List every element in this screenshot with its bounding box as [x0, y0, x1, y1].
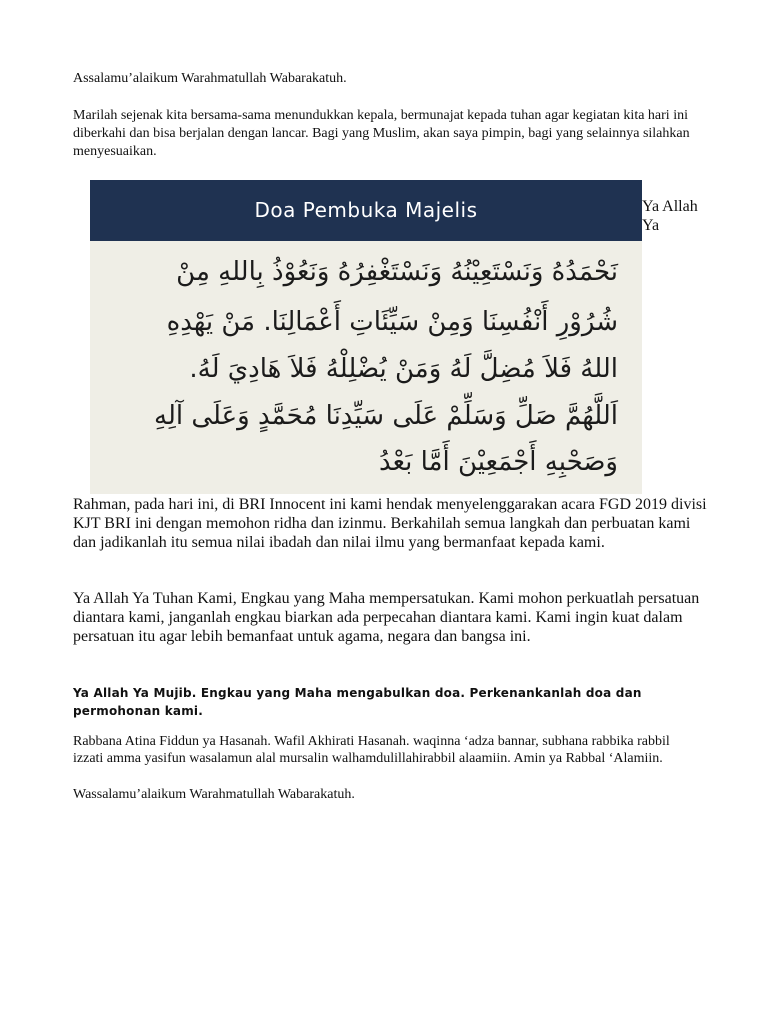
paragraph-rahman: Rahman, pada hari ini, di BRI Innocent ini kami hendak menyelenggarakan acara FGD 2019 divisi KJT BRI ini dengan memohon ridha dan izinmu. Berkahilah semua langkah dan perbuatan kami dan jadikanlah itu semua nilai ibadah dan nilai ilmu yang bermanfaat kepada kami. — [73, 496, 707, 551]
arabic-line-2: شُرُوْرِ أَنْفُسِنَا وَمِنْ سَيِّئَاتِ أَعْمَالِنَا. مَنْ يَهْدِهِ — [166, 307, 618, 337]
greeting-text: Assalamu’alaikum Warahmatullah Wabarakatuh. — [73, 71, 347, 86]
doa-image-title: Doa Pembuka Majelis — [90, 180, 642, 241]
arabic-line-5: وَصَحْبِهِ أَجْمَعِيْنَ أَمَّا بَعْدُ — [378, 447, 618, 477]
doa-pembuka-majelis-image — [90, 180, 642, 494]
closing-prayer: Rabbana Atina Fiddun ya Hasanah. Wafil Akhirati Hasanah. waqinna ‘adza bannar, subhana rabbika rabbil izzati amma yasifun wasalamun alal mursalin walhamdulillahirabbil alaamiin. Amin ya Rabbal ‘Alamiin. — [73, 734, 670, 766]
side-wrap-text: Ya Allah Ya — [642, 198, 698, 234]
paragraph-mujib: Ya Allah Ya Mujib. Engkau yang Maha mengabulkan doa. Perkenankanlah doa dan permohonan kami. — [73, 686, 642, 718]
arabic-line-4: اَللَّهُمَّ صَلِّ وَسَلِّمْ عَلَى سَيِّدِنَا مُحَمَّدٍ وَعَلَى آلِهِ — [154, 401, 618, 431]
farewell-text: Wassalamu’alaikum Warahmatullah Wabarakatuh. — [73, 787, 355, 802]
arabic-line-1: نَحْمَدُهُ وَنَسْتَعِيْنُهُ وَنَسْتَغْفِرُهُ وَنَعُوْذُ بِاللهِ مِنْ — [176, 257, 618, 287]
intro-paragraph: Marilah sejenak kita bersama-sama menundukkan kepala, bermunajat kepada tuhan agar kegiatan kita hari ini diberkahi dan bisa berjalan dengan lancar. Bagi yang Muslim, akan saya pimpin, bagi yang selainnya silahkan menyesuaikan. — [73, 108, 690, 159]
paragraph-persatuan: Ya Allah Ya Tuhan Kami, Engkau yang Maha mempersatukan. Kami mohon perkuatlah persatuan diantara kami, janganlah engkau biarkan ada perpecahan diantara kami. Kami ingin kuat dalam persatuan itu agar lebih bemanfaat untuk agama, negara dan bangsa ini. — [73, 590, 700, 645]
arabic-line-3: اللهُ فَلاَ مُضِلَّ لَهُ وَمَنْ يُضْلِلْهُ فَلاَ هَادِيَ لَهُ. — [189, 354, 618, 384]
